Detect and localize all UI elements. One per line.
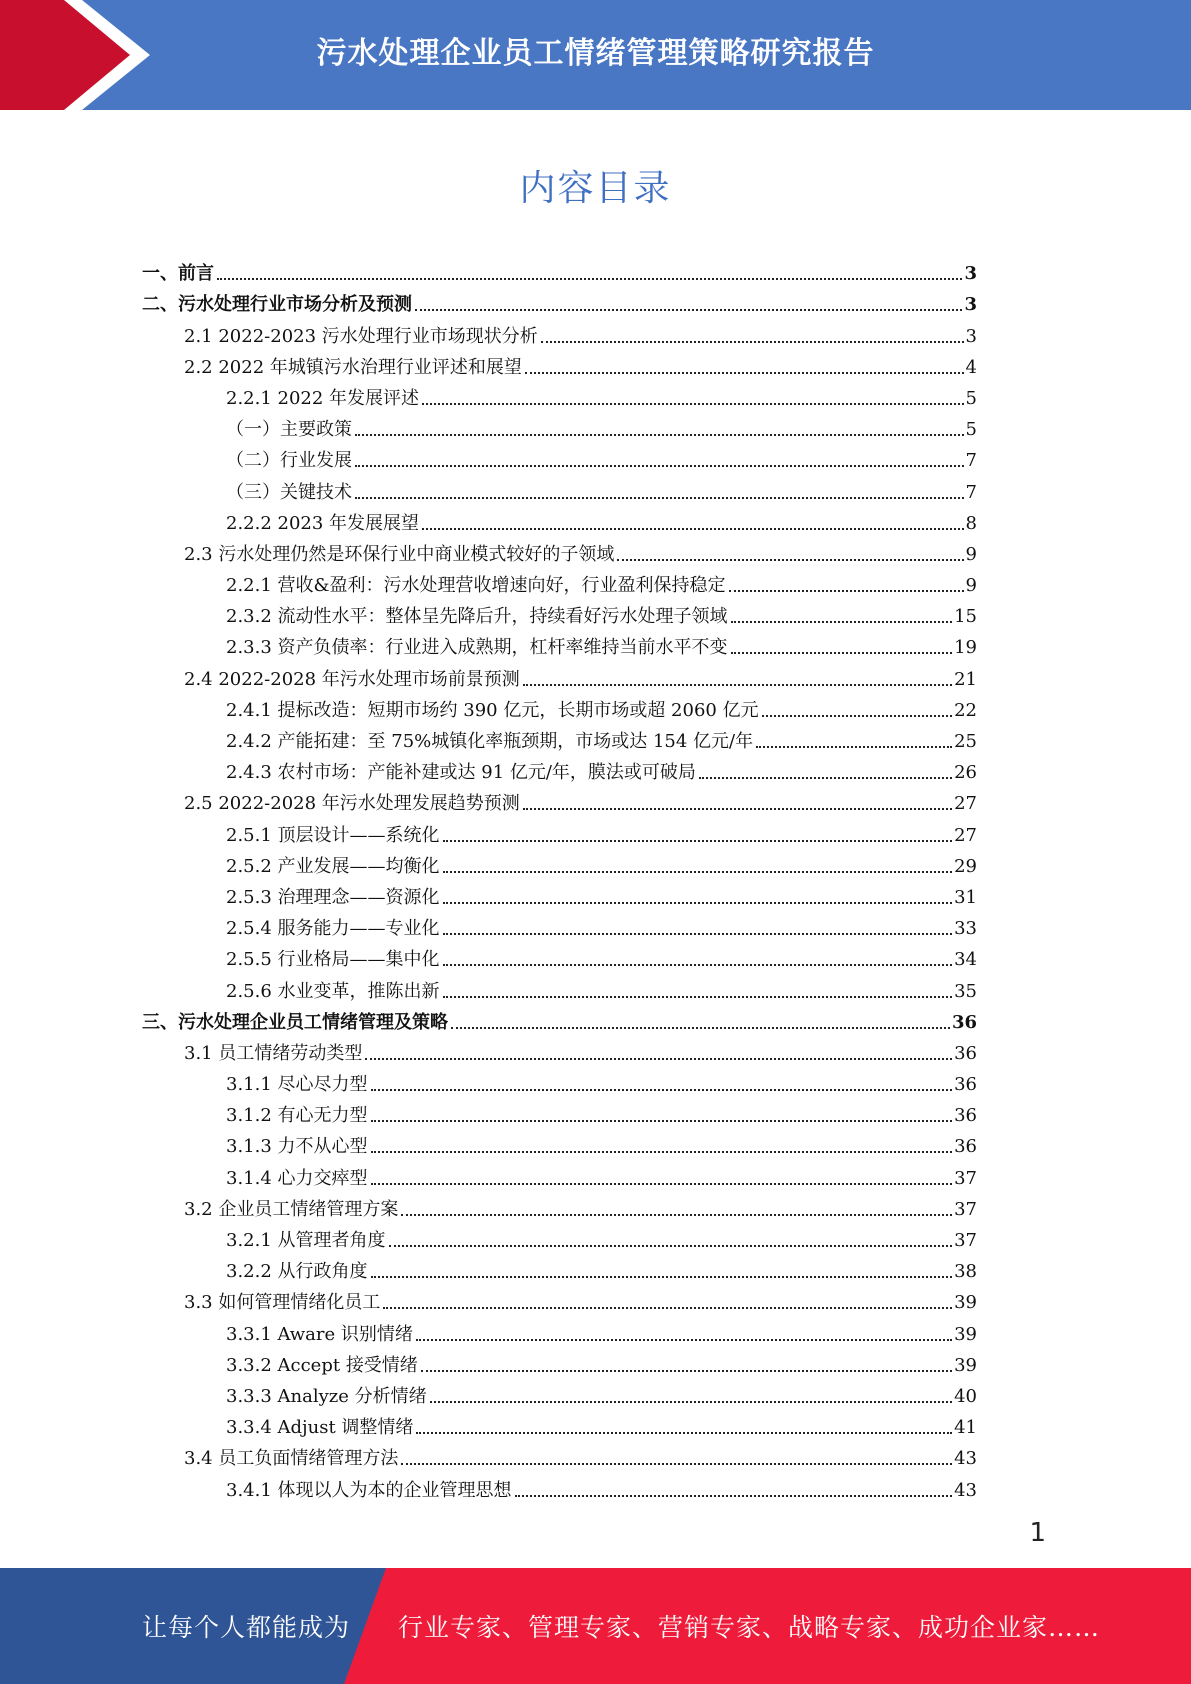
- toc-leader-dots: [443, 902, 953, 904]
- toc-entry-title: 3.2 企业员工情绪管理方案: [184, 1198, 399, 1220]
- toc-entry[interactable]: [0, 1065, 1191, 1096]
- report-title: 污水处理企业员工情绪管理策略研究报告: [316, 36, 875, 71]
- toc-entry-page: 43: [954, 1479, 977, 1501]
- toc-entry-title: 2.4.1 提标改造：短期市场约 390 亿元，长期市场或超 2060 亿元: [226, 699, 759, 721]
- toc-entry[interactable]: [0, 753, 1191, 784]
- toc-entry-page: 31: [954, 886, 977, 908]
- toc-entry-title: （二）行业发展: [226, 450, 352, 472]
- toc-entry-title: 2.5.3 治理理念——资源化: [226, 886, 440, 908]
- toc-entry[interactable]: [0, 410, 1191, 441]
- toc-entry-title: 3.3.1 Aware 识别情绪: [226, 1323, 413, 1345]
- toc-leader-dots: [443, 871, 953, 873]
- toc-entry-title: （一）主要政策: [226, 419, 352, 441]
- toc-entry-title: 三、污水处理企业员工情绪管理及策略: [142, 1011, 448, 1033]
- toc-entry[interactable]: [0, 940, 1191, 971]
- toc-entry-title: 3.1.4 心力交瘁型: [226, 1167, 368, 1189]
- toc-entry[interactable]: [0, 316, 1191, 347]
- toc-entry[interactable]: [0, 878, 1191, 909]
- toc-leader-dots: [443, 840, 953, 842]
- toc-leader-dots: [415, 309, 962, 311]
- toc-entry-page: 39: [954, 1323, 977, 1345]
- toc-leader-dots: [731, 621, 953, 623]
- toc-entry[interactable]: [0, 285, 1191, 316]
- toc-leader-dots: [421, 1370, 952, 1372]
- toc-entry[interactable]: [0, 1190, 1191, 1221]
- toc-leader-dots: [756, 746, 952, 748]
- toc-entry[interactable]: [0, 535, 1191, 566]
- toc-leader-dots: [731, 652, 953, 654]
- toc-leader-dots: [389, 1245, 953, 1247]
- toc-entry-page: 8: [965, 512, 977, 534]
- toc-entry-page: 21: [954, 668, 977, 690]
- toc-entry-page: 9: [965, 575, 977, 597]
- toc-entry-title: 2.5.1 顶层设计——系统化: [226, 824, 440, 846]
- toc-entry-page: 36: [951, 1011, 977, 1033]
- toc-entry-title: 2.5.2 产业发展——均衡化: [226, 855, 440, 877]
- table-of-contents: [0, 254, 1191, 1502]
- toc-entry-title: 2.5 2022-2028 年污水处理发展趋势预测: [184, 793, 520, 815]
- toc-entry-page: 35: [954, 980, 977, 1002]
- toc-entry-title: 2.2.1 2022 年发展评述: [226, 387, 420, 409]
- toc-entry[interactable]: [0, 472, 1191, 503]
- toc-leader-dots: [355, 465, 964, 467]
- toc-leader-dots: [699, 777, 952, 779]
- toc-entry-page: 3: [964, 263, 977, 285]
- toc-leader-dots: [443, 996, 953, 998]
- toc-entry-page: 36: [954, 1105, 977, 1127]
- footer-slogan-right: 行业专家、管理专家、营销专家、战略专家、成功企业家……: [398, 1613, 1101, 1642]
- toc-entry-page: 5: [965, 387, 977, 409]
- toc-entry[interactable]: [0, 1158, 1191, 1189]
- toc-entry-title: （三）关键技术: [226, 481, 352, 503]
- toc-leader-dots: [422, 528, 963, 530]
- toc-entry[interactable]: [0, 1096, 1191, 1127]
- toc-entry[interactable]: [0, 1034, 1191, 1065]
- toc-entry-page: 7: [965, 450, 977, 472]
- toc-entry-title: 2.5.6 水业变革，推陈出新: [226, 980, 440, 1002]
- toc-entry[interactable]: [0, 348, 1191, 379]
- toc-entry[interactable]: [0, 784, 1191, 815]
- toc-entry-page: 25: [954, 731, 977, 752]
- toc-entry-title: 3.1 员工情绪劳动类型: [184, 1042, 363, 1064]
- toc-entry-title: 2.5.5 行业格局——集中化: [226, 949, 440, 971]
- toc-entry-page: 4: [965, 356, 977, 378]
- toc-entry[interactable]: [0, 1439, 1191, 1470]
- toc-entry-page: 39: [954, 1292, 977, 1314]
- toc-entry-title: 3.1.1 尽心尽力型: [226, 1074, 368, 1096]
- toc-entry[interactable]: [0, 1283, 1191, 1314]
- toc-leader-dots: [523, 808, 952, 810]
- footer-banner: [0, 1568, 1191, 1684]
- toc-entry[interactable]: [0, 1470, 1191, 1501]
- toc-leader-dots: [416, 1432, 952, 1434]
- toc-entry-title: 3.4 员工负面情绪管理方法: [184, 1448, 399, 1470]
- toc-entry-title: 3.1.2 有心无力型: [226, 1105, 368, 1127]
- toc-entry[interactable]: [0, 254, 1191, 285]
- toc-entry-page: 26: [954, 762, 977, 784]
- toc-entry-title: 2.4 2022-2028 年污水处理市场前景预测: [184, 668, 520, 690]
- toc-entry-page: 37: [954, 1198, 977, 1220]
- toc-leader-dots: [541, 341, 964, 343]
- toc-leader-dots: [371, 1183, 953, 1185]
- toc-entry-page: 3: [965, 325, 977, 347]
- toc-entry-page: 7: [965, 481, 977, 503]
- toc-entry[interactable]: [0, 815, 1191, 846]
- toc-entry-title: 3.3.3 Analyze 分析情绪: [226, 1385, 427, 1407]
- toc-entry[interactable]: [0, 847, 1191, 878]
- toc-entry[interactable]: [0, 722, 1191, 753]
- toc-leader-dots: [371, 1120, 953, 1122]
- toc-leader-dots: [416, 1339, 952, 1341]
- toc-leader-dots: [371, 1151, 953, 1153]
- toc-entry-page: 36: [954, 1136, 977, 1158]
- toc-entry[interactable]: [0, 628, 1191, 659]
- toc-entry[interactable]: [0, 1252, 1191, 1283]
- toc-entry[interactable]: [0, 971, 1191, 1002]
- toc-entry[interactable]: [0, 1377, 1191, 1408]
- toc-entry[interactable]: [0, 1314, 1191, 1345]
- toc-entry-page: 36: [954, 1074, 977, 1096]
- toc-leader-dots: [729, 590, 964, 592]
- toc-entry-page: 36: [954, 1042, 977, 1064]
- toc-entry-title: 2.5.4 服务能力——专业化: [226, 918, 440, 940]
- toc-leader-dots: [383, 1307, 952, 1309]
- toc-entry-title: 2.4.3 农村市场：产能补建或达 91 亿元/年，膜法或可破局: [226, 762, 696, 784]
- toc-entry-title: 2.1 2022-2023 污水处理行业市场现状分析: [184, 325, 538, 347]
- toc-leader-dots: [401, 1214, 952, 1216]
- toc-entry[interactable]: [0, 659, 1191, 690]
- toc-entry-title: 3.3 如何管理情绪化员工: [184, 1292, 381, 1314]
- toc-entry-page: 43: [954, 1448, 977, 1470]
- toc-leader-dots: [217, 278, 962, 280]
- toc-entry-page: 37: [954, 1230, 977, 1251]
- toc-entry-page: 37: [954, 1167, 977, 1189]
- toc-leader-dots: [430, 1401, 952, 1403]
- toc-entry[interactable]: [0, 1346, 1191, 1377]
- toc-entry-page: 33: [954, 918, 977, 940]
- toc-entry-page: 29: [954, 855, 977, 877]
- toc-entry-title: 3.4.1 体现以人为本的企业管理思想: [226, 1479, 512, 1501]
- toc-entry-title: 2.3.3 资产负债率：行业进入成熟期，杠杆率维持当前水平不变: [226, 637, 728, 659]
- toc-entry[interactable]: [0, 379, 1191, 410]
- toc-entry[interactable]: [0, 1221, 1191, 1252]
- toc-entry-title: 2.2.1 营收&盈利：污水处理营收增速向好，行业盈利保持稳定: [226, 575, 726, 597]
- toc-entry[interactable]: [0, 909, 1191, 940]
- toc-entry-page: 38: [954, 1261, 977, 1283]
- toc-leader-dots: [371, 1276, 953, 1278]
- toc-entry-page: 9: [965, 543, 977, 565]
- toc-entry-title: 二、污水处理行业市场分析及预测: [142, 294, 412, 316]
- toc-entry-page: 5: [965, 419, 977, 441]
- toc-entry-title: 3.1.3 力不从心型: [226, 1136, 368, 1158]
- toc-entry-page: 15: [954, 606, 977, 628]
- toc-entry[interactable]: [0, 691, 1191, 722]
- toc-entry-title: 3.3.4 Adjust 调整情绪: [226, 1417, 414, 1439]
- toc-entry-title: 2.4.2 产能拓建：至 75%城镇化率瓶颈期，市场或达 154 亿元/年: [226, 731, 754, 752]
- toc-entry[interactable]: [0, 504, 1191, 535]
- toc-entry-title: 2.2 2022 年城镇污水治理行业评述和展望: [184, 356, 522, 378]
- toc-entry-page: 27: [954, 793, 977, 815]
- toc-entry[interactable]: [0, 441, 1191, 472]
- toc-leader-dots: [371, 1089, 953, 1091]
- toc-entry-title: 3.2.1 从管理者角度: [226, 1230, 386, 1251]
- page-number: 1: [1029, 1518, 1046, 1548]
- toc-leader-dots: [451, 1027, 950, 1029]
- toc-leader-dots: [365, 1058, 952, 1060]
- toc-entry[interactable]: [0, 1003, 1191, 1034]
- header-banner: [0, 0, 1191, 110]
- toc-entry[interactable]: [0, 597, 1191, 628]
- toc-leader-dots: [443, 933, 953, 935]
- toc-entry-page: 39: [954, 1354, 977, 1376]
- toc-entry-title: 2.3 污水处理仍然是环保行业中商业模式较好的子领域: [184, 543, 615, 565]
- toc-entry-page: 41: [954, 1417, 977, 1439]
- toc-heading: 内容目录: [519, 168, 672, 209]
- toc-entry-page: 3: [964, 294, 977, 316]
- toc-leader-dots: [525, 372, 964, 374]
- toc-entry[interactable]: [0, 1408, 1191, 1439]
- toc-entry-page: 27: [954, 824, 977, 846]
- toc-entry-title: 3.2.2 从行政角度: [226, 1261, 368, 1283]
- toc-leader-dots: [762, 715, 953, 717]
- toc-leader-dots: [523, 684, 952, 686]
- toc-entry[interactable]: [0, 566, 1191, 597]
- toc-leader-dots: [443, 964, 953, 966]
- toc-leader-dots: [355, 434, 964, 436]
- toc-entry-title: 一、前言: [142, 263, 214, 285]
- toc-leader-dots: [617, 559, 963, 561]
- toc-entry-title: 2.2.2 2023 年发展展望: [226, 512, 420, 534]
- toc-leader-dots: [401, 1463, 952, 1465]
- toc-entry-page: 40: [954, 1385, 977, 1407]
- toc-entry-title: 3.3.2 Accept 接受情绪: [226, 1354, 418, 1376]
- toc-entry-page: 34: [954, 949, 977, 971]
- footer-slogan-left: 让每个人都能成为: [142, 1613, 351, 1642]
- toc-leader-dots: [515, 1495, 953, 1497]
- toc-entry-title: 2.3.2 流动性水平：整体呈先降后升，持续看好污水处理子领域: [226, 606, 728, 628]
- toc-leader-dots: [355, 497, 964, 499]
- toc-entry[interactable]: [0, 1127, 1191, 1158]
- toc-leader-dots: [422, 403, 963, 405]
- toc-entry-page: 19: [954, 637, 977, 659]
- toc-entry-page: 22: [954, 699, 977, 721]
